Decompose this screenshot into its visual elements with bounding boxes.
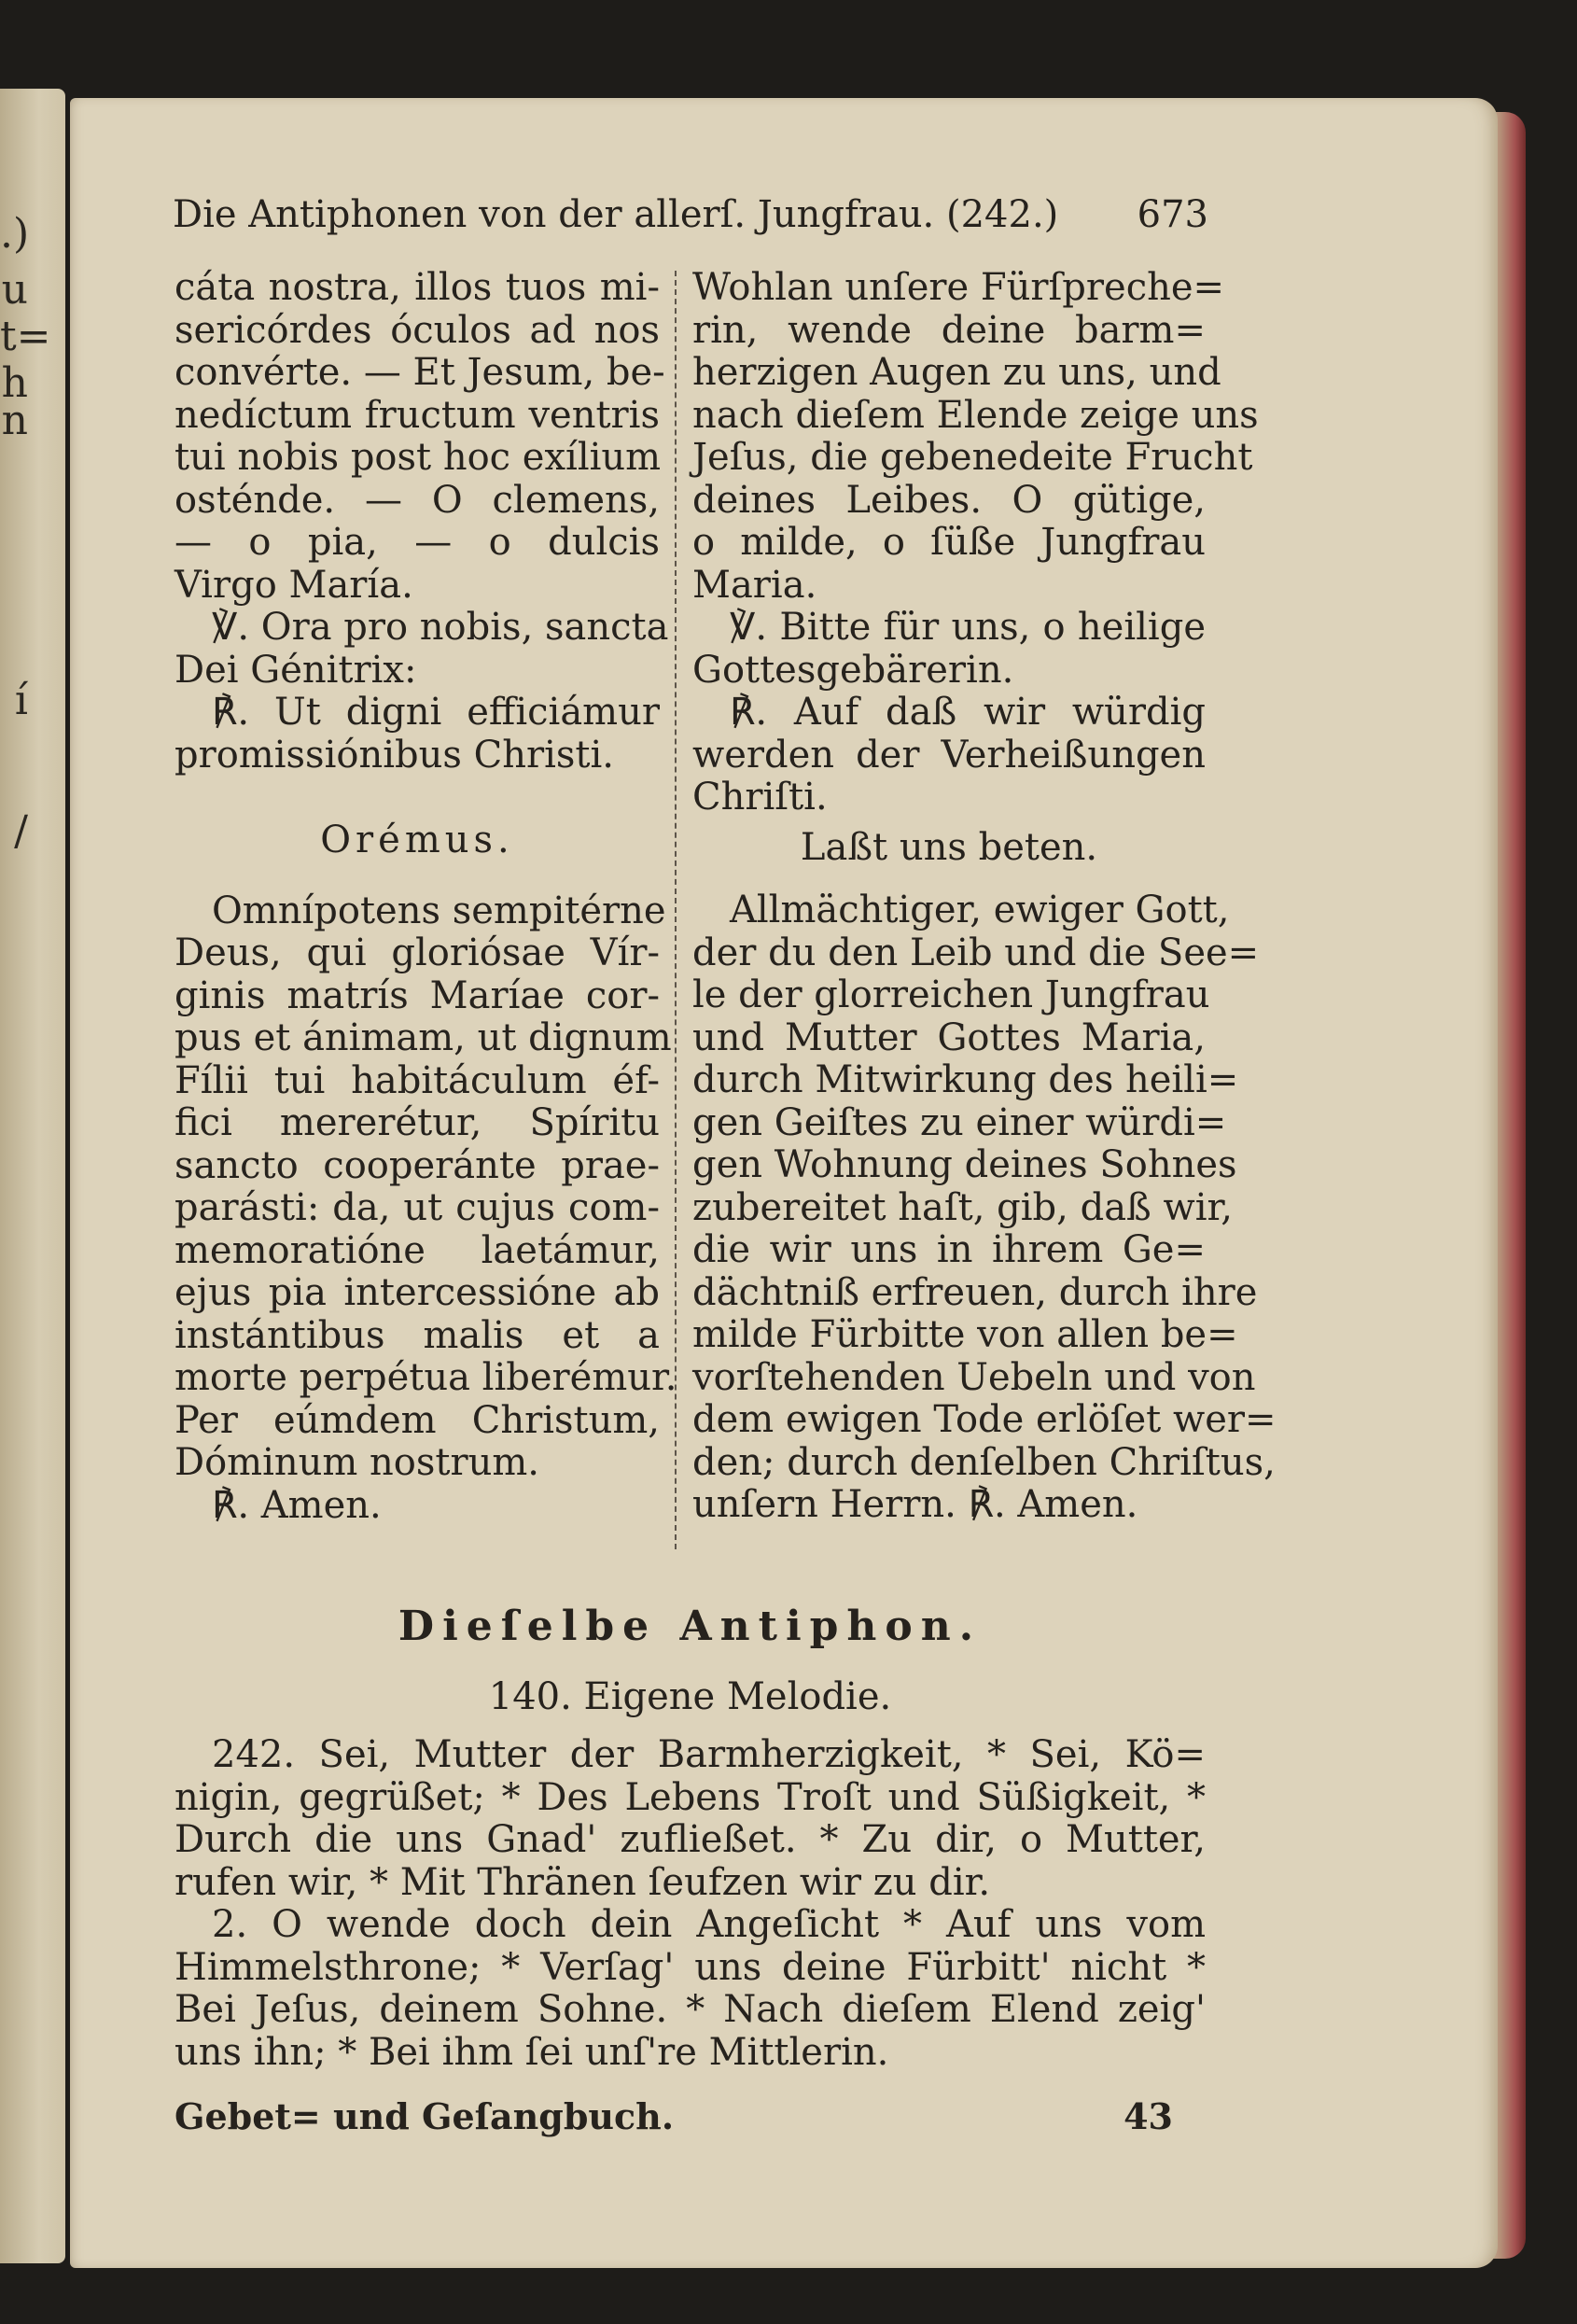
latin-line: osténde. — O clemens, <box>174 478 660 522</box>
prayer-latin-line: Fílii tui habitáculum éf- <box>174 1058 660 1102</box>
lasst-uns-beten-heading: Laßt uns beten. <box>800 825 1098 869</box>
versicle-german: ℣. Bitte für uns, o heilige <box>730 606 1206 649</box>
prayer-latin-line: fici mererétur, Spíritu <box>174 1101 660 1144</box>
prayer-german-line: milde Fürbitte von allen be= <box>692 1313 1238 1356</box>
prayer-german-line: durch Mitwirkung des heili= <box>692 1058 1239 1101</box>
hymn-line: nigin, gegrüßet; * Des Lebens Troſt und Süßigkeit, * <box>174 1775 1206 1819</box>
prayer-latin-line: Omnípotens sempitérne <box>212 889 666 932</box>
german-line: Gottesgebärerin. <box>692 648 1014 692</box>
german-line: herzigen Augen zu uns, und <box>692 351 1221 394</box>
latin-line: Dei Génitrix: <box>174 648 417 692</box>
german-column <box>692 266 1277 1527</box>
german-line: Jeſus, die gebenedeite Frucht <box>692 436 1253 479</box>
hymn-line: 242. Sei, Mutter der Barmherzigkeit, * Sei, Kö= <box>212 1733 1206 1776</box>
left-edge-fragment: u <box>1 266 28 314</box>
page-footer <box>174 2091 1173 2143</box>
prayer-latin-line: ejus pia intercessióne ab <box>174 1271 660 1314</box>
latin-line: cáta nostra, illos tuos mi- <box>174 266 660 309</box>
prayer-german-line: den; durch denſelben Chriſtus, <box>692 1440 1276 1484</box>
prayer-latin-line: Dóminum nostrum. <box>174 1441 540 1484</box>
prayer-latin-line: morte perpétua liberémur. <box>174 1356 677 1399</box>
prayer-latin-line: instántibus malis et a <box>174 1313 660 1357</box>
left-edge-fragment: .) <box>0 210 30 258</box>
latin-line: promissiónibus Christi. <box>174 733 615 777</box>
german-line: o milde, o ſüße Jungfrau <box>692 521 1206 564</box>
prayer-latin-line: parásti: da, ut cujus com- <box>174 1186 660 1229</box>
hymn-line: 2. O wende doch dein Angeſicht * Auf uns vom <box>212 1903 1206 1946</box>
prayer-german-line: und Mutter Gottes Maria, <box>692 1015 1206 1059</box>
prayer-german-line: le der glorreichen Jungfrau <box>692 973 1210 1016</box>
german-line: Wohlan unſere Fürſpreche= <box>692 266 1225 309</box>
footer-book-title: Gebet= und Geſangbuch. <box>174 2095 675 2137</box>
latin-line: Virgo María. <box>174 563 413 607</box>
german-line: deines Leibes. O gütige, <box>692 478 1206 522</box>
melody-heading: 140. Eigene Melodie. <box>488 1675 892 1718</box>
response-latin: ℟. Ut digni efficiámur <box>212 691 660 734</box>
left-edge-fragment: h <box>1 359 28 407</box>
latin-column <box>174 266 677 1527</box>
versicle-latin: ℣. Ora pro nobis, sancta <box>212 606 669 649</box>
left-edge-fragment: / <box>14 807 28 855</box>
prayer-german-line: dem ewigen Tode erlöſet wer= <box>692 1398 1277 1441</box>
german-line: werden der Verheißungen <box>692 733 1206 777</box>
amen-latin: ℟. Amen. <box>212 1483 382 1527</box>
left-page-edge <box>0 89 65 2263</box>
german-line: rin, wende deine barm= <box>692 308 1206 352</box>
signature-mark: 43 <box>1123 2095 1173 2137</box>
prayer-german-line: gen Wohnung deines Sohnes <box>692 1143 1237 1186</box>
page-number: 673 <box>1137 193 1208 236</box>
prayer-german-line: unſern Herrn. ℟. Amen. <box>692 1483 1138 1526</box>
german-line: nach dieſem Elende zeige uns <box>692 393 1259 437</box>
prayer-german-line: gen Geiſtes zu einer würdi= <box>692 1100 1227 1144</box>
prayer-german-line: der du den Leib und die See= <box>692 931 1260 974</box>
hymn-line: Durch die uns Gnad' zufließet. * Zu dir, o Mutter, <box>174 1818 1206 1861</box>
prayer-german-line: die wir uns in ihrem Ge= <box>692 1228 1206 1271</box>
german-line: Chriſti. <box>692 776 828 819</box>
prayer-latin-line: Deus, qui gloriósae Vír- <box>174 931 660 974</box>
prayer-german-line: Allmächtiger, ewiger Gott, <box>730 889 1230 931</box>
prayer-german-line: dächtniß erfreuen, durch ihre <box>692 1270 1258 1314</box>
left-edge-fragment: í <box>14 677 28 724</box>
prayer-latin-line: memoratióne laetámur, <box>174 1228 660 1272</box>
running-header <box>173 187 1208 243</box>
header-title: Die Antiphonen von der allerſ. Jungfrau. (242.) <box>173 193 1059 236</box>
response-german: ℟. Auf daß wir würdig <box>730 691 1206 734</box>
hymn-line: Himmelsthrone; * Verſag' uns deine Fürbitt' nicht * <box>174 1945 1206 1989</box>
hymn-line: rufen wir, * Mit Thränen ſeufzen wir zu dir. <box>174 1860 991 1904</box>
latin-line: convérte. — Et Jesum, be- <box>174 351 665 394</box>
german-line: Maria. <box>692 563 817 607</box>
left-edge-fragment: t= <box>0 313 51 360</box>
prayer-latin-line: Per eúmdem Christum, <box>174 1398 660 1442</box>
prayer-latin-line: ginis matrís Maríae cor- <box>174 973 660 1017</box>
latin-line: — o pia, — o dulcis <box>174 521 660 564</box>
latin-line: nedíctum fructum ventris <box>174 393 660 437</box>
oremus-heading: Orémus. <box>320 819 514 861</box>
prayer-latin-line: sancto cooperánte prae- <box>174 1143 660 1187</box>
hymn-line: uns ihn; * Bei ihm ſei unſ're Mittlerin. <box>174 2030 889 2074</box>
latin-line: sericórdes óculos ad nos <box>174 308 660 352</box>
prayer-latin-line: pus et ánimam, ut dignum <box>174 1016 672 1059</box>
left-edge-fragment: n <box>1 397 28 444</box>
latin-line: tui nobis post hoc exílium <box>174 436 662 479</box>
hymn-line: Bei Jeſus, deinem Sohne. * Nach dieſem Elend zeig' <box>174 1988 1206 2031</box>
section-title: Dieſelbe Antiphon. <box>398 1603 983 1650</box>
prayer-german-line: zubereitet haſt, gib, daß wir, <box>692 1185 1233 1229</box>
prayer-german-line: vorſtehenden Uebeln und von <box>692 1355 1256 1399</box>
hymn-text <box>174 1734 1206 2074</box>
